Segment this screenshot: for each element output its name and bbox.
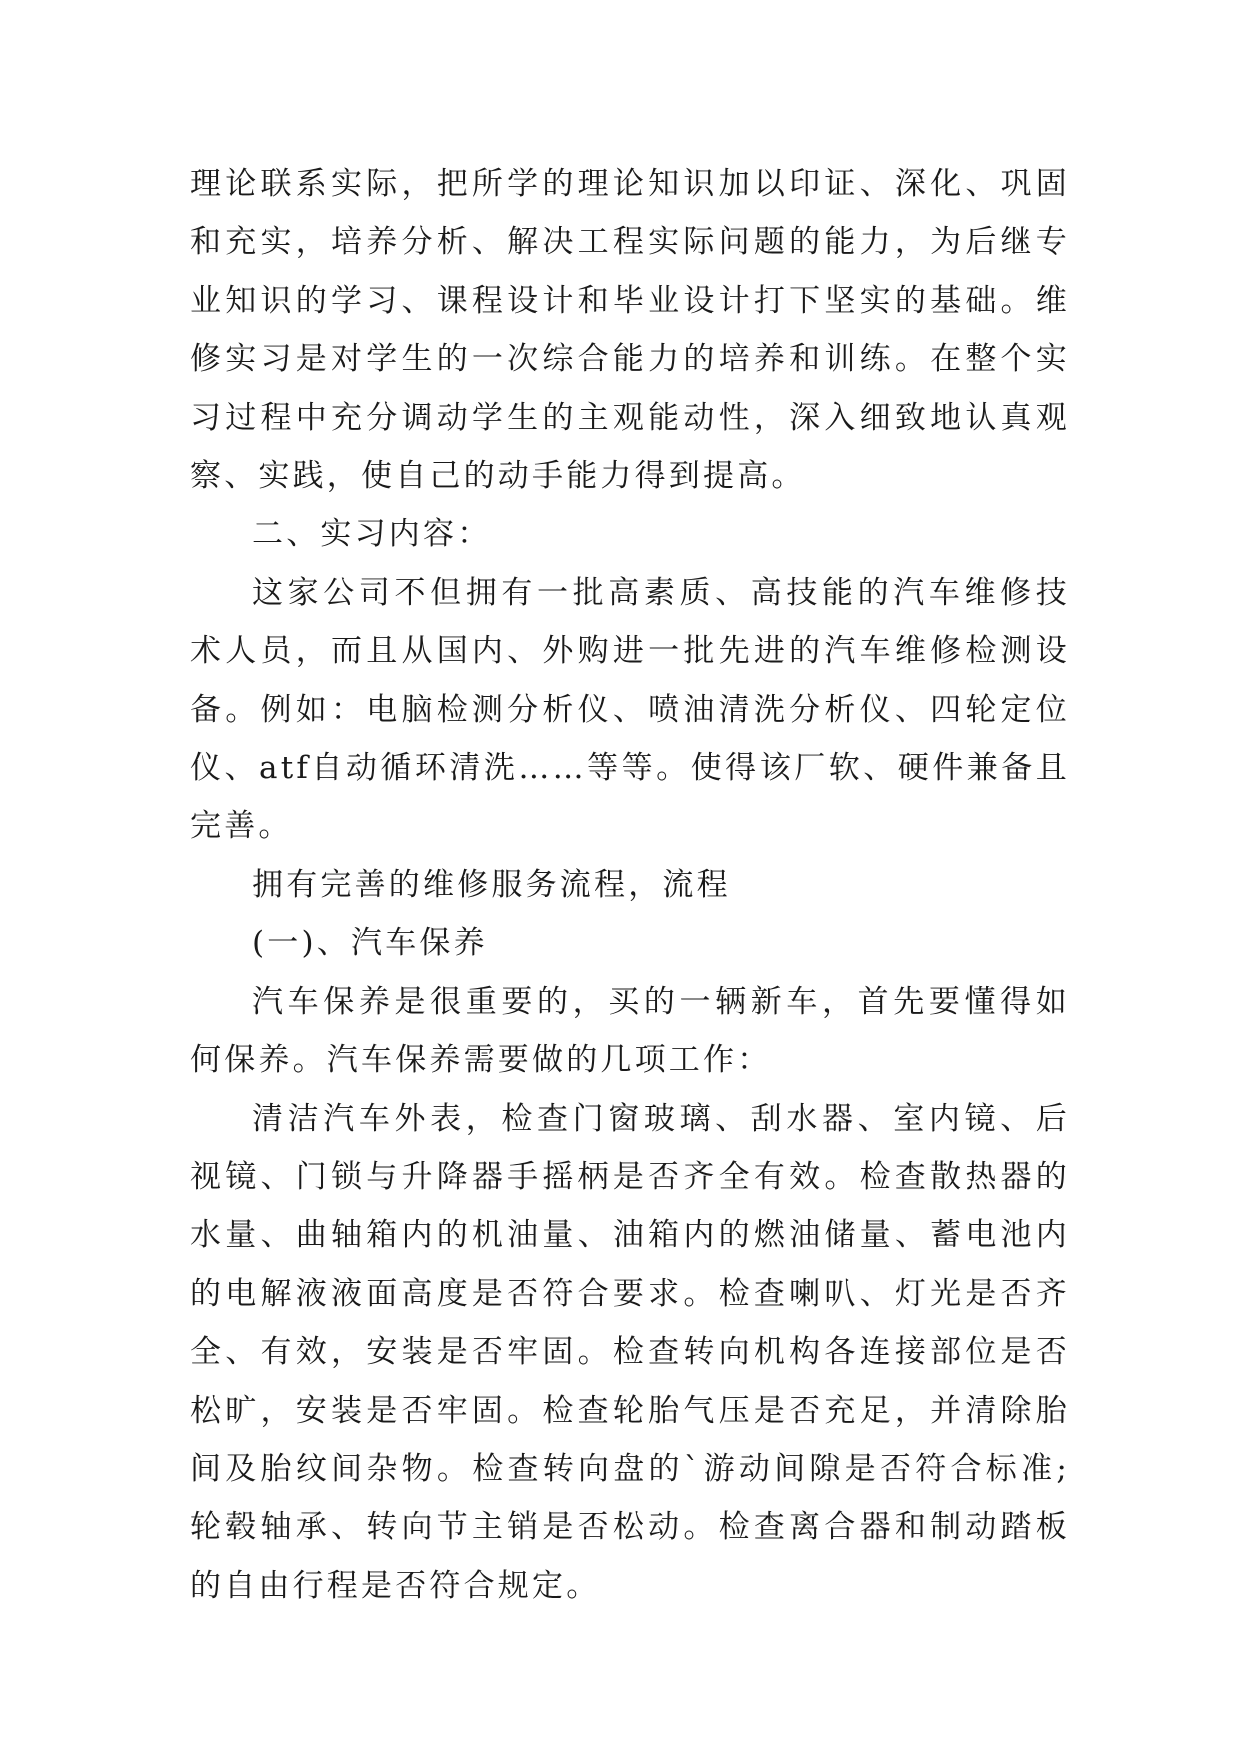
paragraph-company-equipment: 这家公司不但拥有一批高素质、高技能的汽车维修技术人员，而且从国内、外购进一批先进的汽车维修检测设备。例如：电脑检测分析仪、喷油清洗分析仪、四轮定位仪、atf自动循环清洗……等等。使得该厂软、硬件兼备且完善。 (190, 574, 1070, 845)
subsection-heading-car-maintenance: (一)、汽车保养 (252, 925, 488, 962)
paragraph-maintenance-importance: 汽车保养是很重要的，买的一辆新车，首先要懂得如何保养。汽车保养需要做的几项工作： (190, 983, 1070, 1079)
paragraph-maintenance-checklist: 清洁汽车外表，检查门窗玻璃、刮水器、室内镜、后视镜、门锁与升降器手摇柄是否齐全有效。检查散热器的水量、曲轴箱内的机油量、油箱内的燃油储量、蓄电池内的电解液液面高度是否符合要求。检查喇叭、灯光是否齐全、有效，安装是否牢固。检查转向机构各连接部位是否松旷，安装是否牢固。检查轮胎气压是否充足，并清除胎间及胎纹间杂物。检查转向盘的`游动间隙是否符合标准;轮毂轴承、转向节主销是否松动。检查离合器和制动踏板的自由行程是否符合规定。 (190, 1100, 1070, 1604)
paragraph-intro-continued: 理论联系实际，把所学的理论知识加以印证、深化、巩固和充实，培养分析、解决工程实际问题的能力，为后继专业知识的学习、课程设计和毕业设计打下坚实的基础。维修实习是对学生的一次综合能力的培养和训练。在整个实习过程中充分调动学生的主观能动性，深入细致地认真观察、实践，使自己的动手能力得到提高。 (190, 166, 1070, 495)
section-heading-internship-content: 二、实习内容： (252, 516, 492, 553)
paragraph-service-process: 拥有完善的维修服务流程，流程 (252, 866, 731, 903)
body-text (190, 155, 1070, 1615)
